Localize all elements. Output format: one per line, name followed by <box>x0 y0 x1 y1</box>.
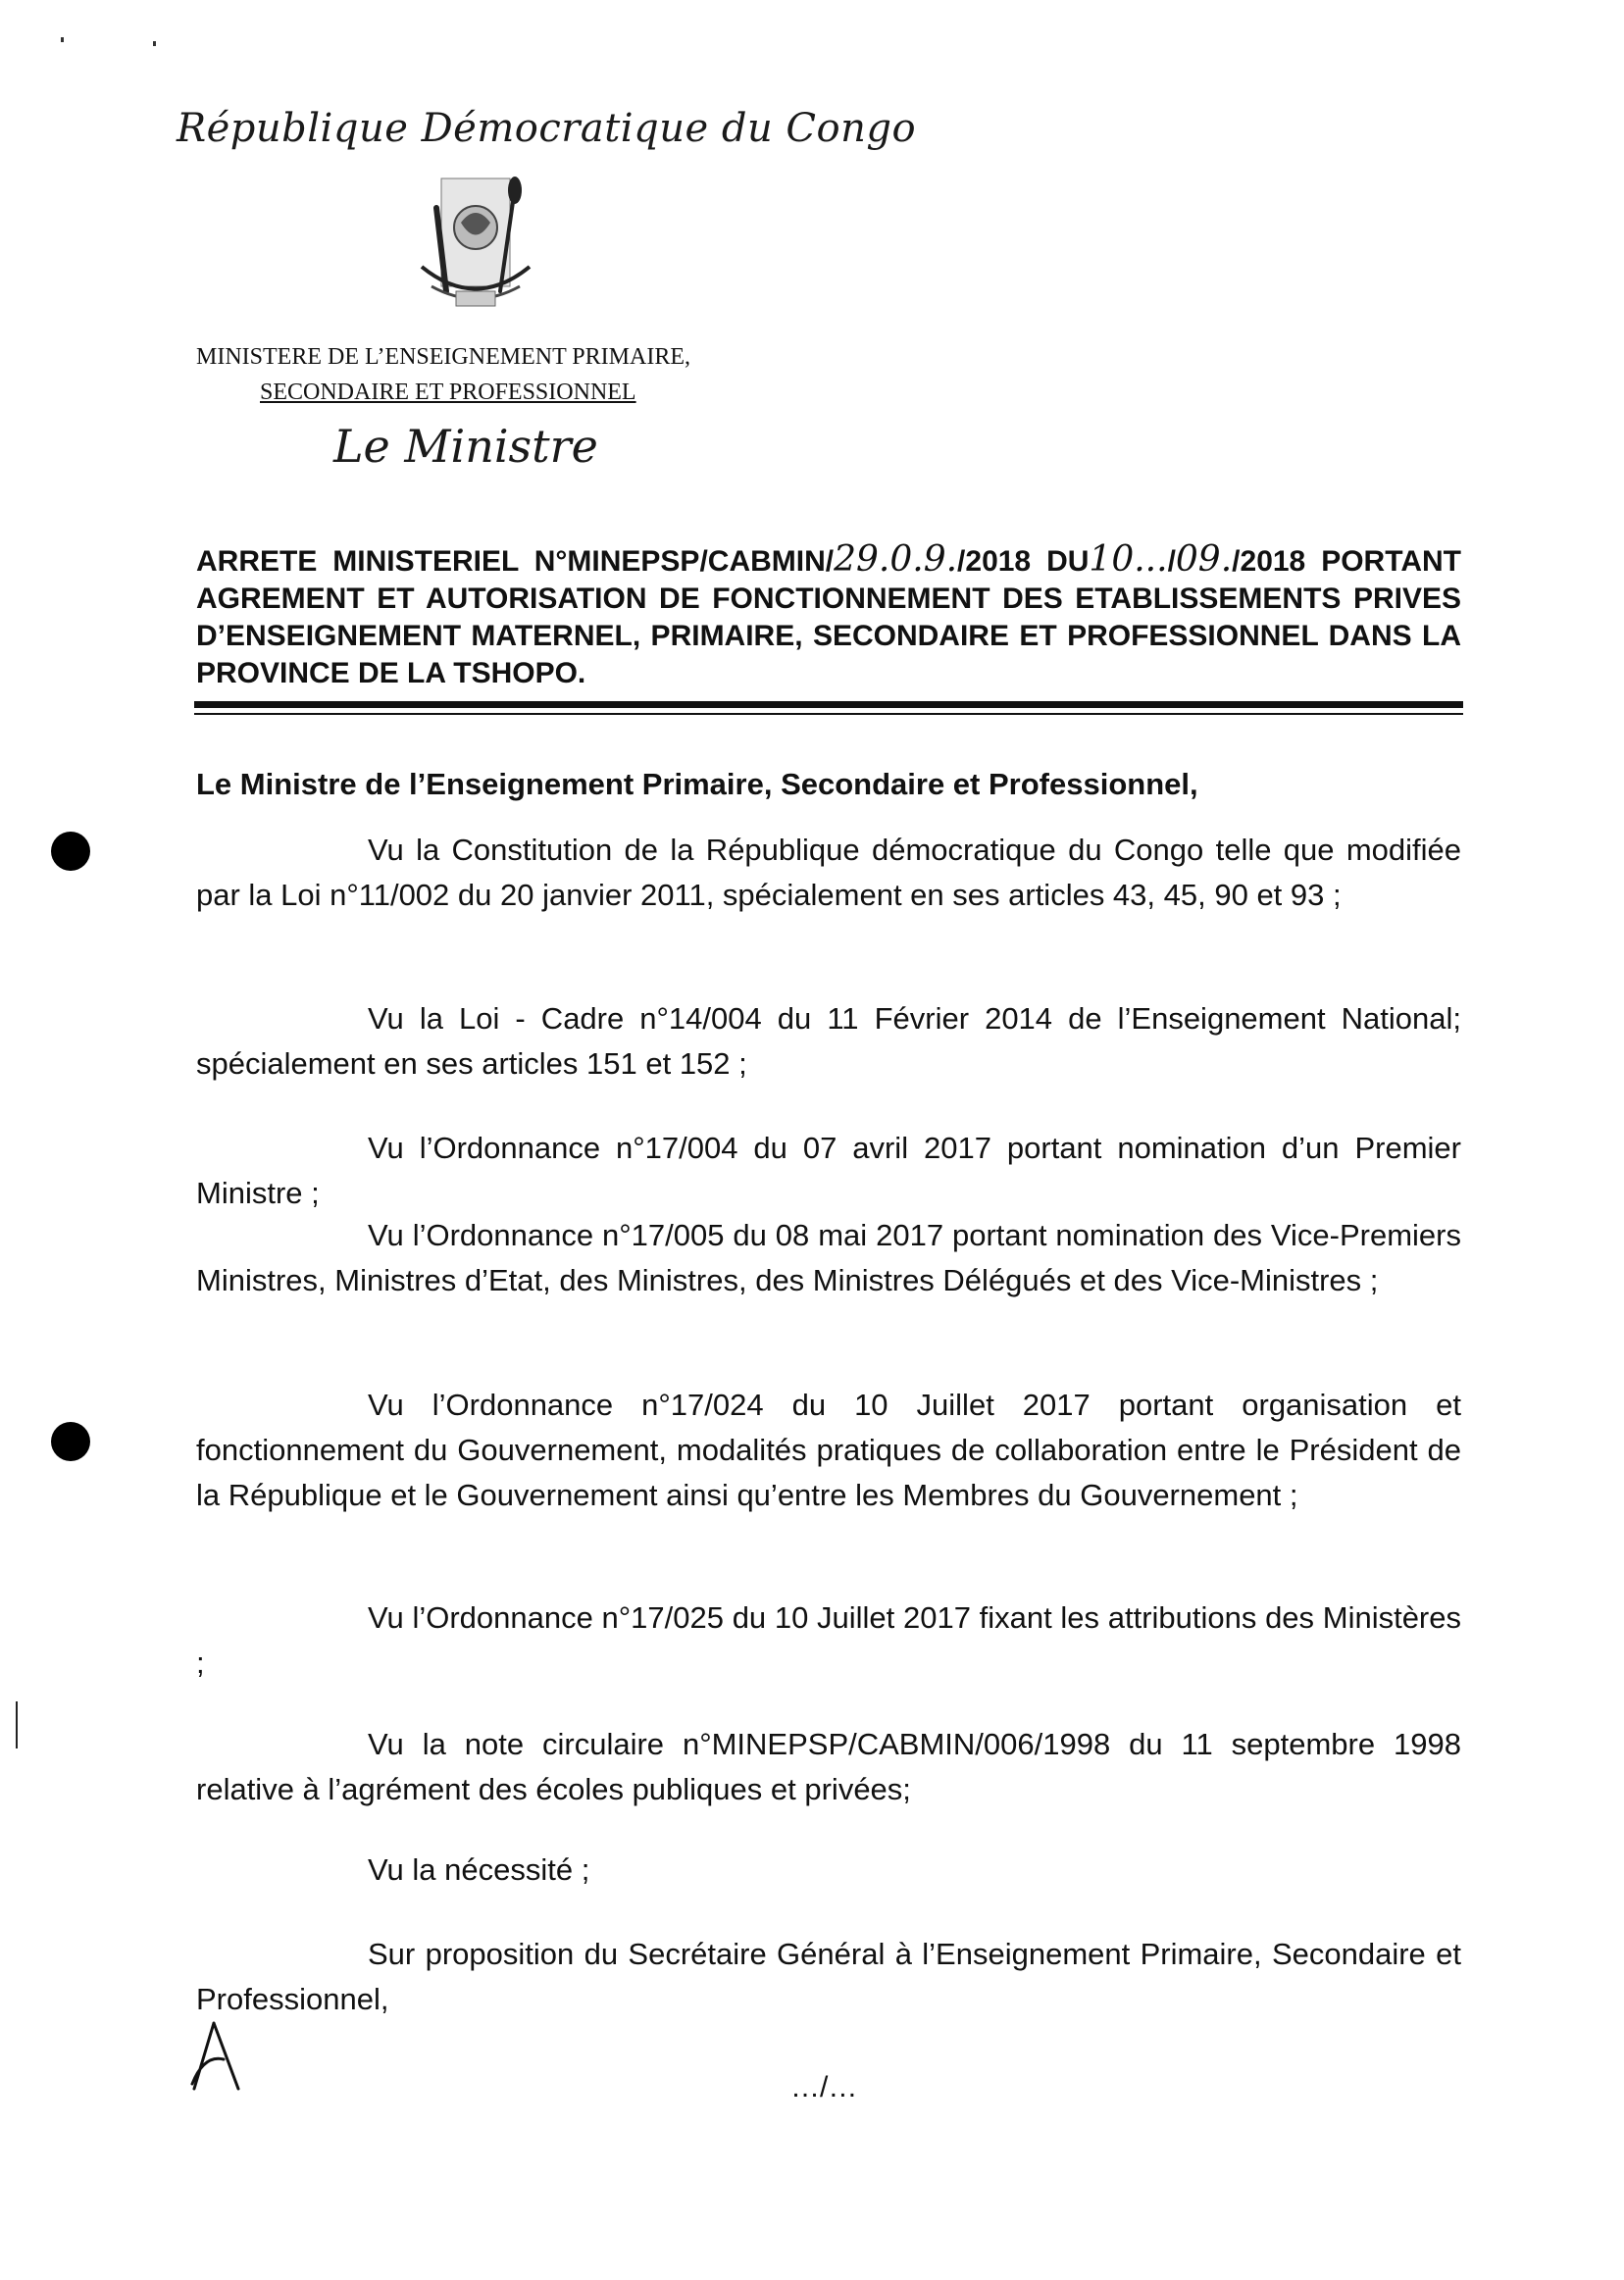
preamble-heading: Le Ministre de l’Enseignement Primaire, Secondaire et Professionnel, <box>196 767 1198 801</box>
punch-hole-top <box>51 832 90 871</box>
punch-hole-bottom <box>51 1422 90 1461</box>
decree-day-handwritten: 10... <box>1089 539 1168 580</box>
handwritten-initials <box>184 2015 253 2094</box>
title-part-3: / <box>1167 545 1176 578</box>
title-divider-thin <box>194 713 1463 715</box>
coat-of-arms-emblem <box>402 169 549 316</box>
title-part-2: /2018 DU <box>957 545 1090 578</box>
ministry-line-2: SECONDAIRE ET PROFESSIONNEL <box>260 380 636 405</box>
paragraph-necessite: Vu la nécessité ; <box>368 1852 590 1887</box>
minister-title: Le Ministre <box>333 420 598 473</box>
paragraph-ordonnance-attributions: Vu l’Ordonnance n°17/025 du 10 Juillet 2017 fixant les attributions des Ministères ; <box>196 1600 1461 1680</box>
paragraph-ordonnance-nomination: Vu l’Ordonnance n°17/005 du 08 mai 2017 portant nomination des Vice-Premiers Ministres, Ministres d’Etat, des Ministres, des Ministres Délégués et des Vice-Ministres ; <box>196 1218 1461 1297</box>
page-continuation-mark: …/… <box>790 2071 858 2103</box>
paragraph-loi-cadre: Vu la Loi - Cadre n°14/004 du 11 Février 2014 de l’Enseignement National; spécialement en ses articles 151 et 152 ; <box>196 1001 1461 1081</box>
paragraph-proposition: Sur proposition du Secrétaire Général à l’Enseignement Primaire, Secondaire et Professionnel, <box>196 1937 1461 2016</box>
decree-title <box>196 541 1461 692</box>
decree-month-handwritten: 09. <box>1175 539 1233 580</box>
ministry-header <box>196 339 690 410</box>
scan-speck <box>153 41 156 46</box>
ministry-line-1: MINISTERE DE L’ENSEIGNEMENT PRIMAIRE, <box>196 344 690 370</box>
paragraph-ordonnance-premier-ministre: Vu l’Ordonnance n°17/004 du 07 avril 2017 portant nomination d’un Premier Ministre ; <box>196 1131 1461 1210</box>
scan-speck <box>61 37 64 42</box>
title-part-4: /2018 PORTANT AGREMENT ET AUTORISATION DE FONCTIONNEMENT DES ETABLISSEMENTS PRIVES D’ENSEIGNEMENT MATERNEL, PRIMAIRE, SECONDAIRE ET PROFESSIONNEL DANS LA PROVINCE DE LA TSHOPO. <box>196 545 1461 689</box>
paragraph-ordonnance-organisation: Vu l’Ordonnance n°17/024 du 10 Juillet 2017 portant organisation et fonctionnement du Gouvernement, modalités pratiques de collaboration entre le Président de la République et le Gouvernement ainsi qu’entre les Membres du Gouvernement ; <box>196 1388 1461 1512</box>
decree-number-handwritten: 29.0.9. <box>834 539 958 580</box>
paragraph-note-circulaire: Vu la note circulaire n°MINEPSP/CABMIN/006/1998 du 11 septembre 1998 relative à l’agrément des écoles publiques et privées; <box>196 1727 1461 1806</box>
title-divider-thick <box>194 701 1463 708</box>
paragraph-constitution: Vu la Constitution de la République démocratique du Congo telle que modifiée par la Loi n°11/002 du 20 janvier 2011, spécialement en ses articles 43, 45, 90 et 93 ; <box>196 833 1461 912</box>
margin-mark <box>16 1701 18 1748</box>
title-part-1: ARRETE MINISTERIEL N°MINEPSP/CABMIN/ <box>196 545 835 578</box>
country-name: République Démocratique du Congo <box>177 106 917 151</box>
